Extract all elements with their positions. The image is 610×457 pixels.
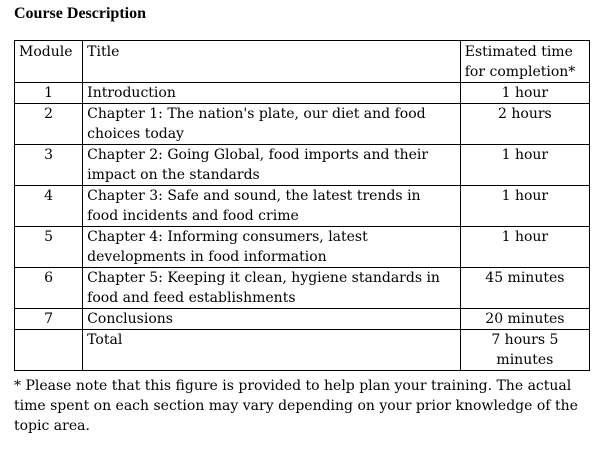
module-time: 20 minutes — [460, 309, 589, 330]
total-label: Total — [83, 330, 461, 371]
module-number: 5 — [15, 227, 83, 268]
table-row — [15, 268, 590, 309]
table-row — [15, 309, 590, 330]
module-number: 6 — [15, 268, 83, 309]
module-title: Chapter 5: Keeping it clean, hygiene standards in food and feed establishments — [83, 268, 461, 309]
total-row — [15, 330, 590, 371]
module-title: Chapter 1: The nation's plate, our diet and food choices today — [83, 104, 461, 145]
module-number: 1 — [15, 83, 83, 104]
module-time: 1 hour — [460, 227, 589, 268]
page-title: Course Description — [14, 5, 146, 22]
module-time: 45 minutes — [460, 268, 589, 309]
header-time: Estimated time for completion* — [460, 41, 589, 83]
footnote: * Please note that this figure is provided to help plan your training. The actual time spent on each section may vary depending on your prior knowledge of the topic area. — [14, 378, 578, 434]
module-time: 1 hour — [460, 186, 589, 227]
module-title: Introduction — [83, 83, 461, 104]
table-row — [15, 145, 590, 186]
module-time: 2 hours — [460, 104, 589, 145]
table-row — [15, 83, 590, 104]
module-title: Chapter 2: Going Global, food imports and their impact on the standards — [83, 145, 461, 186]
module-title: Chapter 3: Safe and sound, the latest trends in food incidents and food crime — [83, 186, 461, 227]
table-row — [15, 104, 590, 145]
total-time: 7 hours 5 minutes — [460, 330, 589, 371]
module-title: Chapter 4: Informing consumers, latest developments in food information — [83, 227, 461, 268]
module-time: 1 hour — [460, 83, 589, 104]
table-row — [15, 186, 590, 227]
module-title: Conclusions — [83, 309, 461, 330]
module-number: 4 — [15, 186, 83, 227]
module-number: 3 — [15, 145, 83, 186]
header-title: Title — [83, 41, 461, 83]
module-time: 1 hour — [460, 145, 589, 186]
table-header-row — [15, 41, 590, 83]
module-number: 7 — [15, 309, 83, 330]
total-module — [15, 330, 83, 371]
module-number: 2 — [15, 104, 83, 145]
table-row — [15, 227, 590, 268]
course-table — [14, 40, 590, 371]
header-module: Module — [15, 41, 83, 83]
